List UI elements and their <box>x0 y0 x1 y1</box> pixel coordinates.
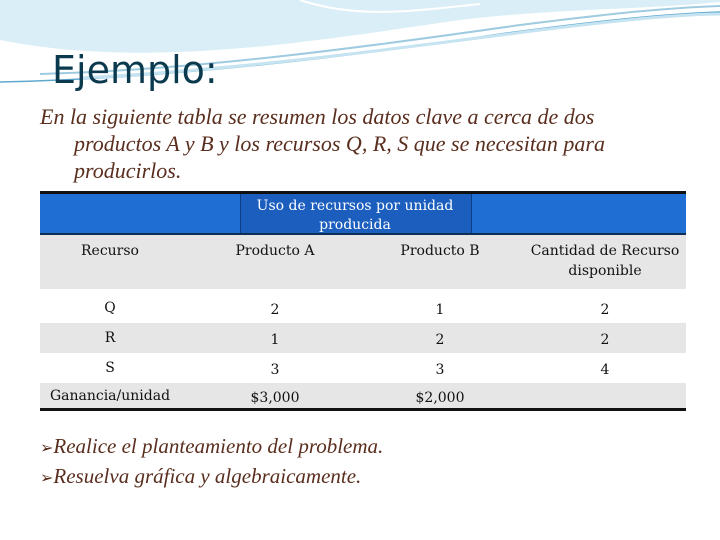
row-label: S <box>105 360 115 376</box>
table-column-header-row <box>40 235 686 289</box>
intro-line-1: En la siguiente tabla se resumen los datos clave a cerca de dos <box>40 104 595 129</box>
slide-title: Ejemplo: <box>52 48 218 92</box>
table-row <box>40 383 686 408</box>
column-header-recurso: Recurso <box>81 243 139 259</box>
table-cell: 1 <box>435 302 445 318</box>
row-label: Q <box>104 300 116 316</box>
table-group-header: Uso de recursos por unidad producida <box>256 198 454 233</box>
bullet-text: Resuelva gráfica y algebraicamente. <box>53 464 362 488</box>
arrow-bullet-icon: ➢ <box>40 438 54 457</box>
table-cell: $3,000 <box>250 390 300 406</box>
intro-line-2: productos A y B y los recursos Q, R, S que se necesitan para <box>74 131 605 156</box>
table-cell: 2 <box>270 302 280 318</box>
table-cell: $2,000 <box>415 390 465 406</box>
table-bottom-rule <box>40 408 686 411</box>
table-row <box>40 323 686 353</box>
table-row <box>40 291 686 323</box>
table-cell: 1 <box>270 332 280 348</box>
list-item <box>40 432 383 462</box>
table-cell: 2 <box>435 332 445 348</box>
column-header-cantidad: Cantidad de Recurso disponible <box>530 243 680 279</box>
resources-table <box>40 191 686 411</box>
arrow-bullet-icon: ➢ <box>40 468 54 487</box>
intro-line-3: producirlos. <box>74 158 182 183</box>
table-cell: 4 <box>600 362 610 378</box>
column-header-producto-b: Producto B <box>400 243 480 259</box>
bullet-text: Realice el planteamiento del problema. <box>53 434 384 458</box>
column-header-producto-a: Producto A <box>235 243 315 259</box>
table-cell: 2 <box>600 302 610 318</box>
table-cell: 3 <box>435 362 445 378</box>
table-row <box>40 353 686 383</box>
task-bullet-list <box>40 432 383 492</box>
intro-paragraph <box>40 103 680 184</box>
table-cell: 3 <box>270 362 280 378</box>
row-label: Ganancia/unidad <box>49 388 171 404</box>
list-item <box>40 462 383 492</box>
table-cell: 2 <box>600 332 610 348</box>
row-label: R <box>104 330 116 346</box>
